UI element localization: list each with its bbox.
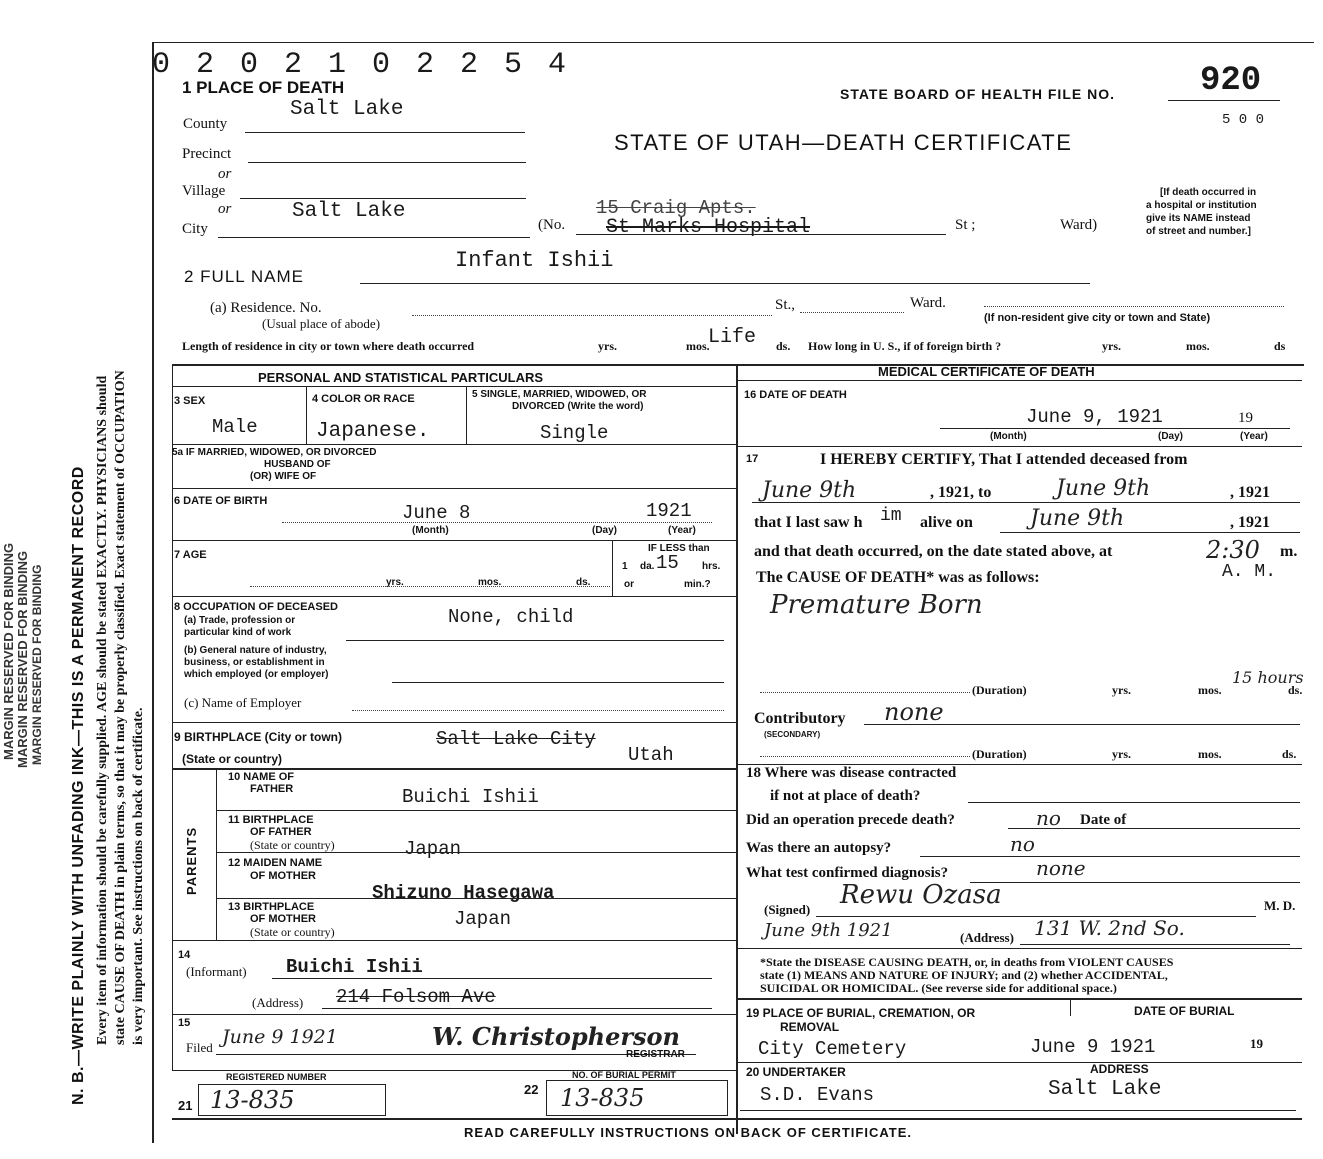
row6-line [172,540,736,541]
last-saw-him: im [880,506,902,526]
alive-on-date: June 9th [1030,506,1125,531]
contracted-label-1: 18 Where was disease contracted [746,765,957,781]
file-sub-number: 5 0 0 [1222,112,1265,128]
how-long-mos: mos. [1186,339,1210,353]
full-name-label: 2 FULL NAME [184,267,304,286]
dob-day: (Day) [592,525,618,536]
father-birth-label-1: 11 BIRTHPLACE [228,814,314,826]
burial-date-value: June 9 1921 [1030,1036,1156,1058]
informant-number: 14 [178,949,191,961]
alive-on-label: alive on [920,514,973,531]
how-long-yrs: yrs. [1102,339,1121,353]
county-label: County [183,116,228,132]
age-mos: mos. [478,577,502,588]
note-line-1: *State the DISEASE CAUSING DEATH, or, in deaths from VIOLENT CAUSES [760,955,1174,969]
how-long-label: How long in U. S., if of foreign birth ? [808,339,1002,353]
registrar-signature: W. Christopherson [432,1022,680,1051]
dob-label: 6 DATE OF BIRTH [174,495,268,507]
footer-top-line [172,1118,1302,1120]
mother-birth-label-2: OF MOTHER [250,913,316,925]
contrib-duration-line [760,756,970,757]
physician-address-label: (Address) [960,930,1014,945]
test-label: What test confirmed diagnosis? [746,865,949,881]
contributory-value: none [884,698,944,726]
single-label-1: 5 SINGLE, MARRIED, WIDOWED, OR [472,389,647,400]
employer-line [352,710,724,711]
occupation-a-2: particular kind of work [184,627,292,638]
father-birth-label-2: OF FATHER [250,826,312,838]
sex-divider [306,386,307,444]
state-line [172,768,736,770]
note-line-2: state (1) MEANS AND NATURE OF INJURY; and (2) whether ACCIDENTAL, [760,968,1168,982]
signed-date: June 9th 1921 [764,920,893,941]
city-label: City [182,221,208,237]
age-line [250,586,610,587]
death-time-am: A. M. [1222,562,1277,582]
occupation-b-3: which employed (or employer) [184,669,329,680]
autopsy-line [920,856,1300,857]
death-time: 2:30 [1206,536,1260,564]
permit-number-22: 22 [524,1082,539,1097]
contracted-line [968,802,1300,803]
parents-label: PARENTS [184,826,199,895]
ward-label: Ward) [1060,217,1098,233]
test-line [970,882,1300,883]
sex-value: Male [212,416,258,438]
age-one: 1 [622,561,628,572]
burial-divider [1070,998,1071,1016]
undertaker-address-label: ADDRESS [1090,1062,1149,1076]
operation-value: no [1036,806,1061,830]
contrib-duration: (Duration) [972,747,1027,761]
father-line [216,810,736,811]
occupation-label: 8 OCCUPATION OF DECEASED [174,601,338,613]
or-label-1: or [218,166,232,182]
cause-ds: ds. [1288,683,1303,697]
margin-instruction-1: Every item of information should be carefully supplied. AGE should be stated EXACTLY. PHYSICIANS should [95,375,110,1045]
mother-birth-label-1: 13 BIRTHPLACE [228,901,315,913]
age-min: min.? [684,579,711,590]
contributory-label: Contributory [754,710,846,727]
physician-signature: Rewu Ozasa [840,880,1002,910]
length-label: Length of residence in city or town where death occurred [182,339,475,353]
nonresident-label: (If non-resident give city or town and State) [984,312,1211,324]
color-label: 4 COLOR OR RACE [312,393,415,405]
section-divider [736,364,738,1134]
occupation-a-1: (a) Trade, profession or [184,615,296,626]
informant-address-line [322,1008,712,1009]
length-yrs: yrs. [598,339,617,353]
md-label: M. D. [1264,898,1296,913]
alive-on-year: , 1921 [1230,514,1270,531]
residence-ward-label: Ward. [910,295,946,311]
reg-number-value: 13-835 [210,1086,295,1114]
file-number: 920 [1200,62,1262,100]
age-yrs: yrs. [386,577,404,588]
burial-line [736,1062,1302,1063]
hospital-note-4: of street and number.] [1146,226,1252,237]
parents-divider [216,768,217,940]
informant-address-label: (Address) [252,995,304,1010]
death-year: (Year) [1240,431,1268,442]
occupation-b-line [392,682,724,683]
occupation-line [346,640,724,641]
filed-label: Filed [186,1040,213,1055]
margin-reserved-1: MARGIN RESERVED FOR BINDING [1,542,16,760]
certify-number: 17 [746,453,759,465]
informant-value: Buichi Ishii [286,956,423,978]
attended-to-year: , 1921 [1230,484,1270,501]
note-line-3: SUICIDAL OR HOMICIDAL. (See reverse side for additional space.) [760,981,1117,995]
father-birth-line [216,852,736,853]
city-value: Salt Lake [292,200,406,223]
row3-line [172,444,736,445]
margin-reserved-3: MARGIN RESERVED FOR BINDING [30,564,44,765]
file-number-line [1168,100,1280,101]
single-value: Single [540,422,609,444]
permit-value: 13-835 [560,1084,645,1112]
alive-on-line [1000,532,1300,533]
spouse-label-2: HUSBAND OF [264,459,331,470]
hospital-note-2: a hospital or institution [1146,200,1257,211]
death-day: (Day) [1158,431,1184,442]
contracted-label-2: if not at place of death? [770,788,921,804]
serial-number: 0 2 0 2 1 0 2 2 5 4 [152,48,571,82]
filed-value: June 9 1921 [222,1026,338,1048]
occupation-b-1: (b) General nature of industry, [184,645,327,656]
father-birth-value: Japan [404,838,462,860]
date-of-label: Date of [1080,812,1127,828]
filed-number: 15 [178,1017,191,1029]
spouse-label-3: (OR) WIFE OF [250,471,317,482]
father-label-1: 10 NAME OF [228,771,295,783]
medical-heading: MEDICAL CERTIFICATE OF DEATH [878,364,1095,379]
residence-label: (a) Residence. No. [210,300,322,316]
residence-ward-line [800,312,904,313]
informant-line [272,978,712,979]
file-number-label: STATE BOARD OF HEALTH FILE NO. [840,86,1115,102]
dob-month: (Month) [412,525,449,536]
physician-address-line [1020,944,1290,945]
hospital-value: St Marks Hospital [606,216,811,239]
footer-instructions: READ CAREFULLY INSTRUCTIONS ON BACK OF CERTIFICATE. [464,1125,912,1140]
city-line [218,237,530,238]
cause-duration-value: 15 hours [1232,668,1304,687]
mother-label-2: OF MOTHER [250,870,316,882]
permit-label: NO. OF BURIAL PERMIT [572,1070,676,1080]
birthplace-label: 9 BIRTHPLACE (City or town) [174,730,342,744]
informant-bottom-line [172,1014,736,1015]
mother-birth-value: Japan [454,908,512,930]
autopsy-label: Was there an autopsy? [746,840,892,856]
certificate-title: STATE OF UTAH—DEATH CERTIFICATE [614,130,1073,155]
parents-bottom-line [172,940,736,941]
dob-year: 1921 [646,500,692,522]
row8-line [172,722,736,723]
usual-place-label: (Usual place of abode) [262,316,381,331]
autopsy-value: no [1010,832,1035,856]
last-saw-label: that I last saw h [754,514,863,531]
dob-year-label: (Year) [668,525,696,536]
age-hours: 15 [656,552,679,574]
row5a-line [172,488,736,489]
age-da: da. [640,561,655,572]
personal-heading-line [172,386,736,387]
length-mos: mos. [686,339,710,353]
registrar-label: REGISTRAR [626,1049,685,1060]
full-name-value: Infant Ishii [455,248,614,273]
attended-line [752,502,1300,503]
village-label: Village [182,183,226,199]
attended-from-year: , 1921, to [930,484,992,501]
section-top-line [172,364,1304,366]
burial-date-19: 19 [1250,1036,1263,1051]
death-month: (Month) [990,431,1027,442]
cause-mos: mos. [1198,683,1222,697]
death-occurred-label: and that death occurred, on the date stated above, at [754,543,1113,560]
burial-date-label: DATE OF BURIAL [1134,1004,1235,1018]
mother-value: Shizuno Hasegawa [372,882,555,904]
hospital-note-3: give its NAME instead [1146,213,1251,224]
personal-heading: PERSONAL AND STATISTICAL PARTICULARS [258,370,544,385]
spouse-label-1: 5a IF MARRIED, WIDOWED, OR DIVORCED [172,447,377,458]
age-or: or [624,579,634,590]
state-value: Utah [628,744,674,766]
age-divider [612,540,613,596]
nonresident-line [984,306,1284,307]
mother-label-1: 12 MAIDEN NAME [228,857,323,869]
how-long-ds: ds [1274,339,1286,353]
margin-instruction-3: is very important. See instructions on back of certificate. [131,707,146,1045]
state-label: (State or country) [182,752,283,766]
row7-line [172,596,736,597]
occupation-value: None, child [448,606,574,628]
medical-heading-line [736,380,1302,381]
burial-label-2: REMOVAL [780,1020,840,1034]
father-label-2: FATHER [250,783,294,795]
informant-address: 214 Folsom Ave [336,986,496,1008]
residence-st-label: St., [775,297,796,313]
filed-line [216,1054,696,1055]
cause-value: Premature Born [770,590,983,620]
row18-line [736,948,1302,949]
burial-value: City Cemetery [758,1038,907,1060]
age-hrs: hrs. [702,561,721,572]
birthplace-value: Salt Lake City [436,728,596,750]
color-value: Japanese. [316,420,430,443]
father-birth-label-3: (State or country) [250,838,335,852]
undertaker-value: S.D. Evans [760,1084,875,1106]
color-divider [466,386,467,444]
left-section-border [172,364,173,1070]
contrib-mos: mos. [1198,747,1222,761]
date-of-death-19: 19 [1238,410,1253,426]
margin-reserved-2: MARGIN RESERVED FOR BINDING [15,550,30,768]
test-value: none [1036,856,1086,880]
dob-line [282,522,712,523]
undertaker-label: 20 UNDERTAKER [746,1065,846,1079]
father-value: Buichi Ishii [402,786,539,808]
struck-address: 15 Craig Apts. [596,197,756,219]
number-label: (No. [538,217,566,233]
contrib-yrs: yrs. [1112,747,1131,761]
undertaker-address: Salt Lake [1048,1078,1162,1101]
cause-yrs: yrs. [1112,683,1131,697]
length-life: Life [708,326,757,349]
date-of-death-label: 16 DATE OF DEATH [744,389,847,401]
employer-label: (c) Name of Employer [184,695,302,710]
county-value: Salt Lake [290,98,404,121]
informant-label: (Informant) [186,964,247,979]
undertaker-line [740,1110,1296,1111]
hospital-note-1: [If death occurred in [1160,187,1257,198]
date-of-death-line [940,428,1290,429]
signed-label: (Signed) [764,902,811,917]
row16-line [736,446,1302,447]
county-line [245,132,525,133]
burial-label-1: 19 PLACE OF BURIAL, CREMATION, OR [746,1006,976,1020]
attended-from-date: June 9th [762,478,857,503]
contrib-ds: ds. [1282,747,1297,761]
sex-label: 3 SEX [174,395,206,407]
attended-to-date: June 9th [1056,476,1151,501]
reg-number-label: REGISTERED NUMBER [226,1072,327,1082]
village-line [240,198,526,199]
death-time-m: m. [1280,543,1298,560]
operation-label: Did an operation precede death? [746,812,955,828]
single-label-2: DIVORCED (Write the word) [512,401,644,412]
dob-value: June 8 [402,502,471,524]
age-ds: ds. [576,577,591,588]
certify-text: I HEREBY CERTIFY, That I attended deceased from [820,451,1188,468]
cause-duration-line [760,692,970,693]
secondary-label: (SECONDARY) [764,730,821,739]
or-label-2: or [218,201,232,217]
margin-nb-line: N. B.—WRITE PLAINLY WITH UNFADING INK—THIS IS A PERMANENT RECORD [70,466,87,1105]
occupation-b-2: business, or establishment in [184,657,325,668]
cause-label: The CAUSE OF DEATH* was as follows: [756,569,1040,586]
place-of-death-label: 1 PLACE OF DEATH [182,78,345,97]
residence-line [412,315,772,316]
mother-line [216,898,736,899]
notes-bottom-line [736,998,1302,1000]
hospital-line [576,234,946,235]
age-label: 7 AGE [174,549,207,561]
full-name-line [360,283,1090,284]
reg-number-21: 21 [178,1098,193,1113]
less-than-label: IF LESS than [648,543,710,554]
mother-birth-label-3: (State or country) [250,925,335,939]
precinct-label: Precinct [182,146,232,162]
length-ds: ds. [776,339,791,353]
precinct-line [248,162,526,163]
date-of-death-value: June 9, 1921 [1026,406,1163,428]
street-label: St ; [955,217,976,233]
contributory-line [864,724,1300,725]
margin-instruction-2: state CAUSE OF DEATH in plain terms, so that it may be properly classified. Exact statement of OCCUPATION [113,370,128,1045]
cause-duration: (Duration) [972,683,1027,697]
operation-line [1008,828,1300,829]
physician-address: 131 W. 2nd So. [1034,916,1185,940]
